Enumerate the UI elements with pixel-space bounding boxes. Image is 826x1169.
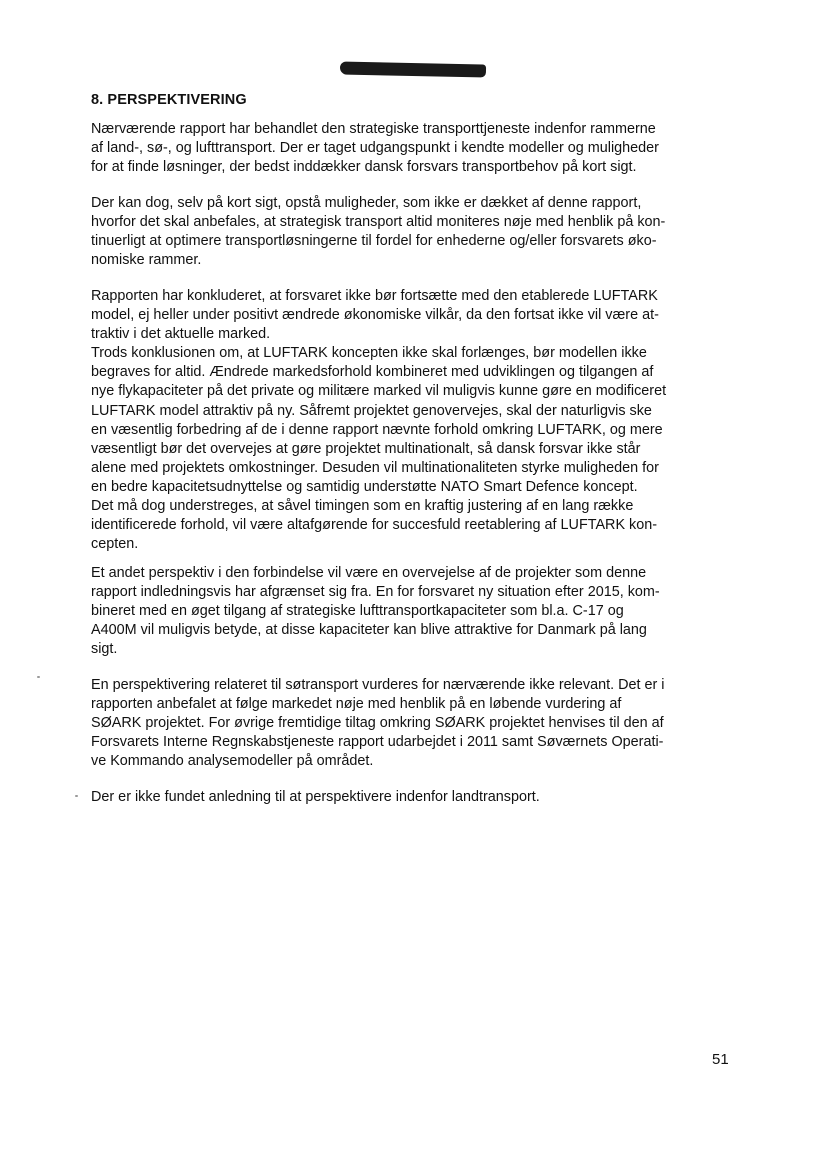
paragraph-scope [91,120,741,177]
text-line: alene med projektets omkostninger. Desuden vil multinationaliteten styrke muligheden for [91,459,659,476]
text-line: LUFTARK model attraktiv på ny. Såfremt projektet genovervejes, skal der naturligvis ske [91,402,652,419]
text-line: en væsentlig forbedring af de i denne rapport nævnte forhold omkring LUFTARK, og mere [91,421,663,438]
text-line: sigt. [91,641,118,658]
text-line: bineret med en øget tilgang af strategiske lufttransportkapaciteter som bl.a. C-17 og [91,603,624,620]
text-line: tinuerligt at optimere transportløsningerne til fordel for enhederne og/eller forsvarets øko- [91,233,657,250]
text-line: Trods konklusionen om, at LUFTARK koncepten ikke skal forlænges, bør modellen ikke [91,345,647,362]
text-line: hvorfor det skal anbefales, at strategisk transport altid moniteres nøje med henblik på kon- [91,214,666,231]
text-line: begraves for altid. Ændrede markedsforhold kombineret med udviklingen og tilgangen af [91,364,654,381]
text-line: Det må dog understreges, at såvel timingen som en kraftig justering af en lang række [91,498,634,515]
paragraph-monitoring [91,194,741,270]
text-line: rapporten anbefalet at følge markedet nøje med henblik på en løbende vurdering af [91,696,622,713]
scan-speck [75,795,78,797]
text-line: Der kan dog, selv på kort sigt, opstå muligheder, som ikke er dækket af denne rapport, [91,195,642,211]
text-line: af land-, sø-, og lufttransport. Der er taget udgangspunkt i kendte modeller og muligheder [91,140,659,157]
redaction-mark [340,61,486,77]
scan-speck [37,676,40,678]
text-line: rapport indledningsvis har afgrænset sig fra. En for forsvaret ny situation efter 2015, kom- [91,584,660,601]
page-number: 51 [712,1051,729,1068]
paragraph-other-perspective [91,564,741,659]
text-line: En perspektivering relateret til søtransport vurderes for nærværende ikke relevant. Det er i [91,677,665,693]
text-line: Et andet perspektiv i den forbindelse vil være en overvejelse af de projekter som denne [91,565,647,581]
text-line: SØARK projektet. For øvrige fremtidige tiltag omkring SØARK projektet henvises til den af [91,715,664,732]
paragraph-luftark [91,287,741,554]
text-line: nye flykapaciteter på det private og militære marked vil muligvis kunne gøre en modificeret [91,383,667,400]
text-line: Der er ikke fundet anledning til at perspektivere indenfor landtransport. [91,789,540,805]
text-line: Nærværende rapport har behandlet den strategiske transporttjeneste indenfor rammerne [91,121,656,137]
text-line: cepten. [91,536,139,553]
text-line: model, ej heller under positivt ændrede økonomiske vilkår, da den fortsat ikke vil være at- [91,307,659,324]
text-line: identificerede forhold, vil være altafgørende for succesfuld reetablering af LUFTARK kon- [91,517,658,534]
text-line: for at finde løsninger, der bedst inddækker dansk forsvars transportbehov på kort sigt. [91,159,637,176]
section-heading: 8. PERSPEKTIVERING [91,92,247,108]
text-line: ve Kommando analysemodeller på området. [91,753,374,770]
text-line: Rapporten har konkluderet, at forsvaret ikke bør fortsætte med den etablerede LUFTARK [91,288,658,304]
text-line: en bedre kapacitetsudnyttelse og samtidig understøtte NATO Smart Defence koncept. [91,478,638,495]
text-line: Forsvarets Interne Regnskabstjeneste rapport udarbejdet i 2011 samt Søværnets Operati- [91,734,664,751]
text-line: væsentligt bør det overvejes at gøre projektet multinationalt, så dansk forsvar ikke står [91,440,641,457]
text-line: A400M vil muligvis betyde, at disse kapaciteter kan blive attraktive for Danmark på lang [91,622,647,639]
paragraph-sea-transport [91,676,741,771]
text-line: traktiv i det aktuelle marked. [91,326,271,343]
paragraph-land-transport [91,788,741,807]
text-line: nomiske rammer. [91,252,202,269]
